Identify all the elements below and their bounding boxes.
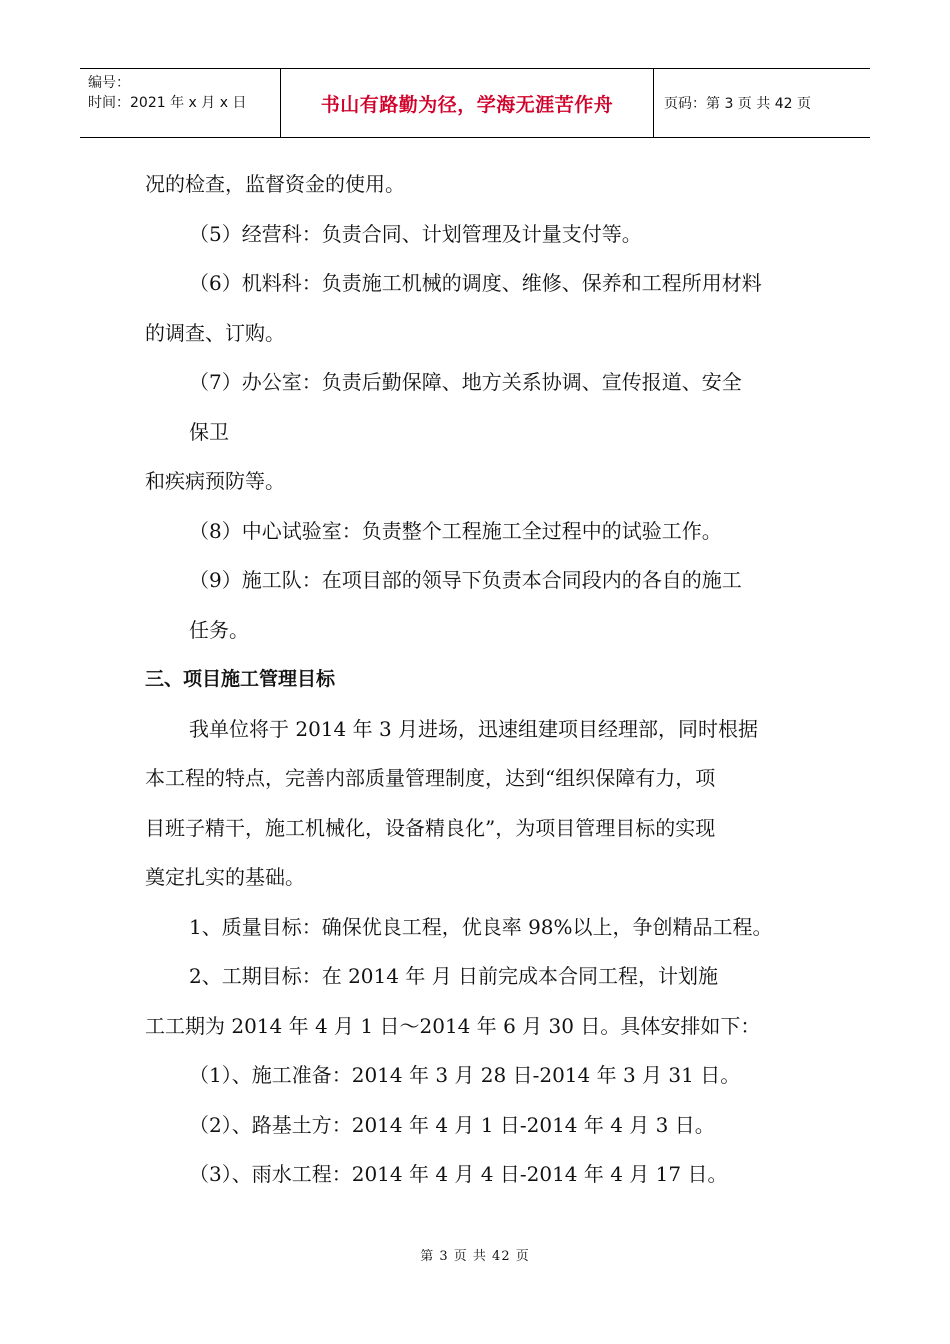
header-page-info: 页码：第 3 页 共 42 页 xyxy=(664,96,811,112)
body-line: 本工程的特点，完善内部质量管理制度，达到“组织保障有力，项 xyxy=(145,766,716,790)
body-line: 目班子精干，施工机械化，设备精良化”，为项目管理目标的实现 xyxy=(145,815,716,840)
page-header xyxy=(80,68,870,138)
body-line: 奠定扎实的基础。 xyxy=(145,865,305,889)
body-line: 保卫 xyxy=(189,419,229,444)
document-number-label: 编号： xyxy=(88,75,130,91)
document-time-label: 时间：2021 年 x 月 x 日 xyxy=(88,95,247,111)
body-line: 我单位将于 2014 年 3 月进场，迅速组建项目经理部，同时根据 xyxy=(189,716,759,741)
body-line: （5）经营科：负责合同、计划管理及计量支付等。 xyxy=(189,221,642,246)
body-line: 工工期为 2014 年 4 月 1 日～2014 年 6 月 30 日。具体安排如下： xyxy=(145,1013,761,1038)
page-footer: 第 3 页 共 42 页 xyxy=(420,1249,530,1264)
header-motto: 书山有路勤为径，学海无涯苦作舟 xyxy=(281,69,654,137)
body-line: （3）、雨水工程：2014 年 4 月 4 日-2014 年 4 月 17 日。 xyxy=(189,1162,728,1186)
body-line: 的调查、订购。 xyxy=(145,320,285,345)
body-line: （1）、施工准备：2014 年 3 月 28 日-2014 年 3 月 31 日。 xyxy=(189,1063,741,1087)
body-line: 任务。 xyxy=(189,617,249,642)
body-line: 1、质量目标：确保优良工程，优良率 98%以上，争创精品工程。 xyxy=(189,914,773,939)
body-line: （7）办公室：负责后勤保障、地方关系协调、宣传报道、安全 xyxy=(189,370,742,394)
document-body xyxy=(145,160,815,1200)
body-line: 况的检查，监督资金的使用。 xyxy=(145,172,405,196)
body-line: （9）施工队：在项目部的领导下负责本合同段内的各自的施工 xyxy=(189,568,742,592)
body-line: 2、工期目标：在 2014 年 月 日前完成本合同工程，计划施 xyxy=(189,964,719,988)
body-line: （6）机料科：负责施工机械的调度、维修、保养和工程所用材料 xyxy=(189,271,762,295)
body-line: 和疾病预防等。 xyxy=(145,469,285,493)
header-meta xyxy=(80,69,281,137)
body-line: （8）中心试验室：负责整个工程施工全过程中的试验工作。 xyxy=(189,518,722,543)
body-line: （2）、路基土方：2014 年 4 月 1 日-2014 年 4 月 3 日。 xyxy=(189,1112,715,1137)
section-heading: 三、项目施工管理目标 xyxy=(145,668,336,690)
